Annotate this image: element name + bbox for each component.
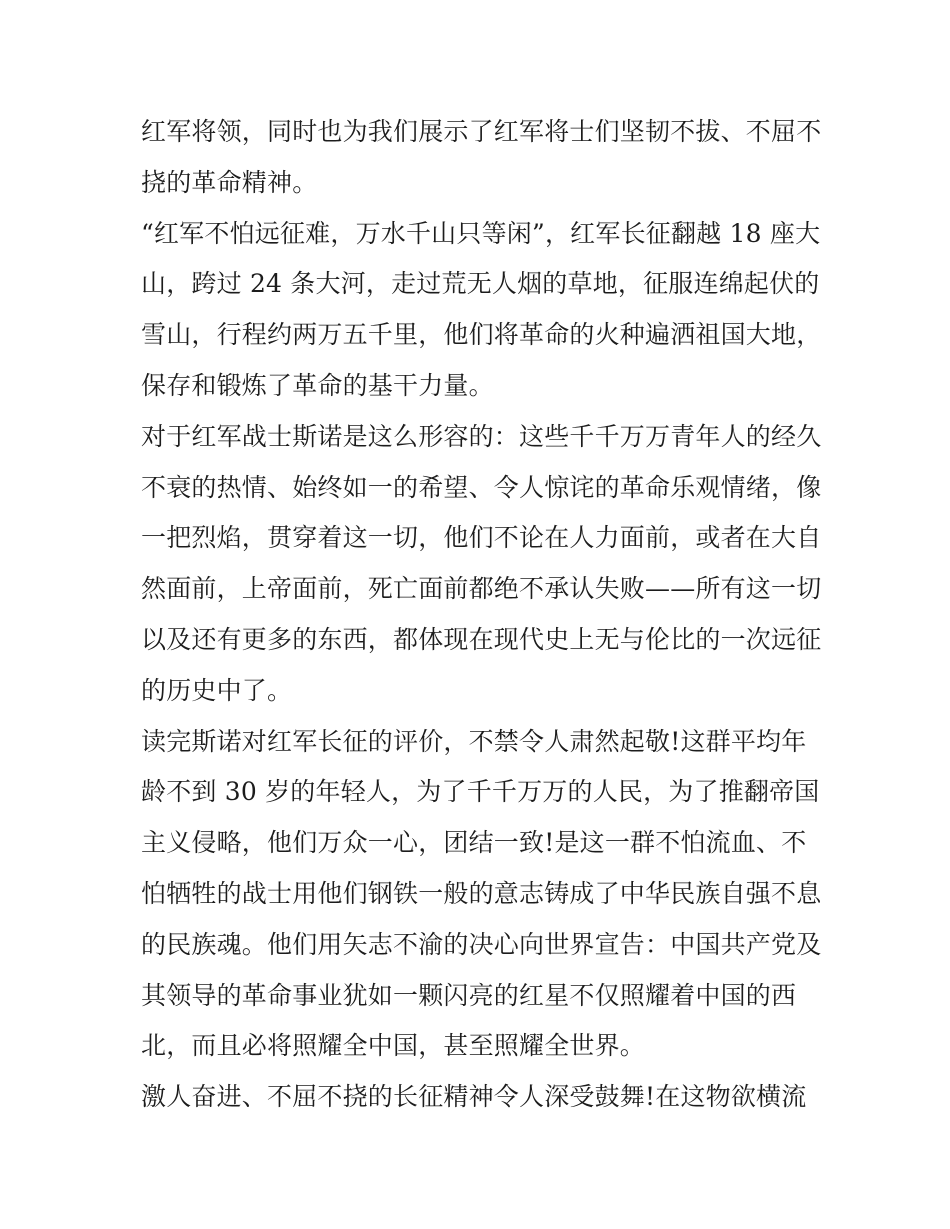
text-line: 以及还有更多的东西，都体现在现代史上无与伦比的一次远征 bbox=[141, 624, 822, 654]
text-line: 不衰的热情、始终如一的希望、令人惊诧的革命乐观情绪，像 bbox=[141, 472, 822, 502]
text-line: 雪山，行程约两万五千里，他们将革命的火种遍洒祖国大地， bbox=[141, 320, 822, 350]
text-line: 激人奋进、不屈不挠的长征精神令人深受鼓舞!在这物欲横流 bbox=[141, 1082, 807, 1112]
text-line: 红军将领，同时也为我们展示了红军将士们坚韧不拔、不屈不 bbox=[141, 117, 822, 146]
paragraph bbox=[141, 107, 821, 209]
text-line: 一把烈焰，贯穿着这一切，他们不论在人力面前，或者在大自 bbox=[141, 523, 822, 553]
paragraph bbox=[141, 412, 821, 717]
text-line: 然面前，上帝面前，死亡面前都绝不承认失败——所有这一切 bbox=[141, 574, 822, 604]
text-line: 其领导的革命事业犹如一颗闪亮的红星不仅照耀着中国的西 bbox=[141, 980, 797, 1010]
paragraph bbox=[141, 209, 821, 412]
text-line: 挠的革命精神。 bbox=[141, 167, 318, 197]
text-line: 怕牺牲的战士用他们钢铁一般的意志铸成了中华民族自强不息 bbox=[141, 878, 822, 908]
text-line: 保存和锻炼了革命的基干力量。 bbox=[141, 370, 494, 400]
text-line: 北，而且必将照耀全中国，甚至照耀全世界。 bbox=[141, 1031, 646, 1061]
text-line: 对于红军战士斯诺是这么形容的：这些千千万万青年人的经久 bbox=[141, 421, 822, 451]
text-line: “红军不怕远征难，万水千山只等闲”，红军长征翻越 18 座大 bbox=[141, 218, 821, 248]
text-line: 的历史中了。 bbox=[141, 675, 293, 705]
text-line: 读完斯诺对红军长征的评价，不禁令人肃然起敬!这群平均年 bbox=[141, 726, 807, 756]
text-line: 主义侵略，他们万众一心，团结一致!是这一群不怕流血、不 bbox=[141, 828, 807, 858]
document-body bbox=[141, 107, 821, 1123]
text-line: 山，跨过 24 条大河，走过荒无人烟的草地，征服连绵起伏的 bbox=[141, 269, 820, 299]
paragraph bbox=[141, 717, 821, 1073]
text-line: 龄不到 30 岁的年轻人，为了千千万万的人民，为了推翻帝国 bbox=[141, 777, 820, 807]
text-line: 的民族魂。他们用矢志不渝的决心向世界宣告：中国共产党及 bbox=[141, 929, 822, 959]
paragraph bbox=[141, 1072, 821, 1123]
